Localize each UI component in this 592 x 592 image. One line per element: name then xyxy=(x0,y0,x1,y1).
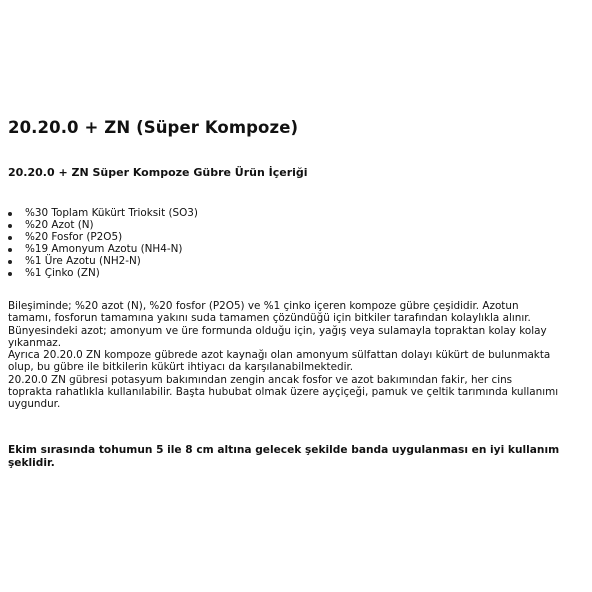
usage-line: Ekim sırasında tohumun 5 ile 8 cm altına gelecek şekilde banda uygulanması en iyi kullanım xyxy=(8,444,560,456)
list-item-text: %30 Toplam Kükürt Trioksit (SO3) xyxy=(25,207,198,219)
list-item-text: %20 Fosfor (P2O5) xyxy=(25,231,123,244)
bullet-icon xyxy=(8,248,12,252)
bullet-icon xyxy=(8,212,12,216)
list-item-text: %1 Üre Azotu (NH2-N) xyxy=(25,255,141,268)
description-paragraph xyxy=(8,300,592,411)
bullet-icon xyxy=(8,260,12,264)
description-line: 20.20.0 ZN gübresi potasyum bakımından zengin ancak fosfor ve azot bakımından fakir, her cins xyxy=(8,373,513,386)
bullet-icon xyxy=(8,236,12,240)
list-item-text: %19 Amonyum Azotu (NH4-N) xyxy=(25,243,183,256)
page-title: 20.20.0 + ZN (Süper Kompoze) xyxy=(8,118,299,137)
list-item xyxy=(8,219,198,231)
content-subtitle: 20.20.0 + ZN Süper Kompoze Gübre Ürün İçeriği xyxy=(8,166,308,179)
list-item xyxy=(8,267,198,279)
description-line: yıkanmaz. xyxy=(8,336,62,349)
description-line: Bileşiminde; %20 azot (N), %20 fosfor (P2O5) ve %1 çinko içeren kompoze gübre çeşididir. Azotun xyxy=(8,300,519,312)
description-line: toprakta rahatlıkla kullanılabilir. Başta hububat olmak üzere ayçiçeği, pamuk ve çeltik tarımında kullanımı xyxy=(8,386,559,399)
description-line: Ayrıca 20.20.0 ZN kompoze gübrede azot kaynağı olan amonyum sülfattan dolayı kükürt de bulunmakta xyxy=(8,349,551,362)
list-item-text: %1 Çinko (ZN) xyxy=(25,267,100,280)
list-item xyxy=(8,207,198,219)
bullet-icon xyxy=(8,224,12,228)
usage-line: şeklidir. xyxy=(8,456,55,469)
bullet-icon xyxy=(8,272,12,276)
list-item xyxy=(8,255,198,267)
list-item xyxy=(8,231,198,243)
description-line: Bünyesindeki azot; amonyum ve üre formunda olduğu için, yağış veya sulamayla topraktan kolay kolay xyxy=(8,324,547,337)
usage-note xyxy=(8,444,559,469)
description-line: olup, bu gübre ile bitkilerin kükürt ihtiyacı da karşılanabilmektedir. xyxy=(8,361,354,374)
description-line: tamamı, fosforun tamamına yakını suda tamamen çözündüğü için bitkiler tarafından kolaylıkla alınır. xyxy=(8,312,531,325)
list-item-text: %20 Azot (N) xyxy=(25,219,94,232)
description-line: uygundur. xyxy=(8,398,61,411)
contents-list xyxy=(8,207,198,280)
list-item xyxy=(8,243,198,255)
